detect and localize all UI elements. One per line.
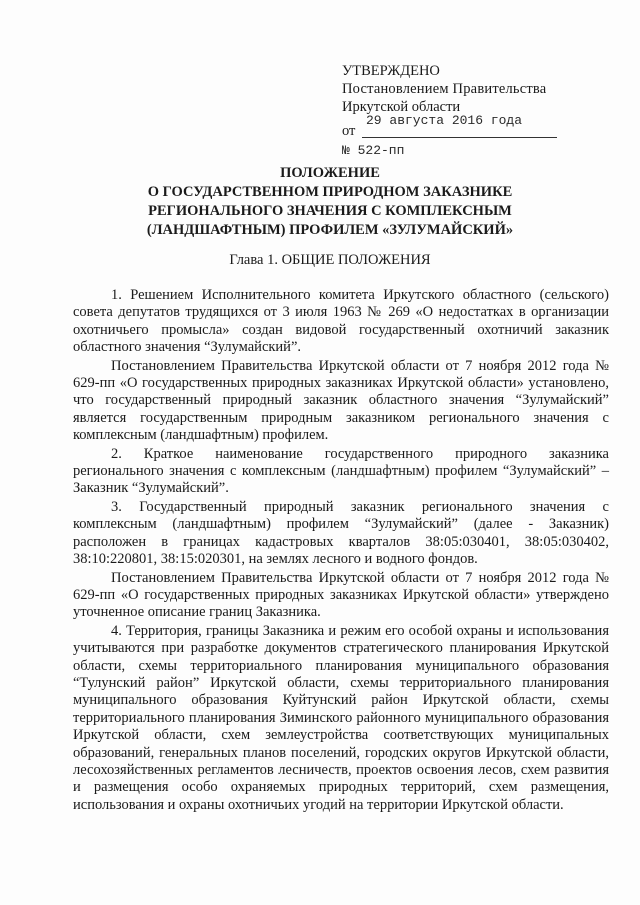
paragraph-3: 2. Краткое наименование государственного природного заказника регионального значения с комплексным (ландшафтным) профилем “Зулумайский” – Заказник “Зулумайский”. xyxy=(73,445,609,497)
approval-number-row xyxy=(342,142,557,162)
approval-heading: УТВЕРЖДЕНО xyxy=(342,63,440,79)
paragraph-4: 3. Государственный природный заказник регионального значения с комплексным (ландшафтным) профилем “Зулумайский” (далее - Заказник) расположен в границах кадастровых кварталов 38:05:030401, 38:05:030402, 38:10:220801, 38:15:020301, на землях лесного и водного фондов. xyxy=(73,498,609,568)
title-line-1: ПОЛОЖЕНИЕ xyxy=(280,165,380,181)
title-line-4: (ЛАНДШАФТНЫМ) ПРОФИЛЕМ «ЗУЛУМАЙСКИЙ» xyxy=(146,222,514,238)
document-title xyxy=(110,164,550,240)
date-prefix: от xyxy=(342,123,356,139)
paragraph-1: 1. Решением Исполнительного комитета Иркутского областного (сельского) совета депутатов трудящихся от 3 июля 1963 № 269 «О недостатках в организации охотничьего промысла» создан видовой государственный охотничий заказник областного значения “Зулумайский”. xyxy=(73,287,609,356)
paragraph-6: 4. Территория, границы Заказника и режим его особой охраны и использования учитываются при разработке документов стратегического планирования Иркутской области, схемы территориального планирования муниципального образования “Тулунский район” Иркутской области, схемы территориального планирования муниципального образования Куйтунский район Иркутской области, схемы территориального планирования Зиминского районного муниципального образования Иркутской области, схем землеустройства соответствующих муниципальных образований, генеральных планов поселений, городских округов Иркутской области, лесохозяйственных регламентов лесничеств, проектов освоения лесов, схем развития и размещения особо охраняемых природных территорий, схем размещения, использования и охраны охотничьих угодий на территории Иркутской области. xyxy=(73,622,609,813)
paragraph-2: Постановлением Правительства Иркутской области от 7 ноября 2012 года № 629-пп «О государственных природных заказниках Иркутской области» установлено, что государственный природный заказник областного значения “Зулумайский” является государственным природным заказником регионального значения с комплексным (ландшафтным) профилем. xyxy=(73,357,609,444)
approval-line-1: Постановлением Правительства xyxy=(342,81,547,97)
date-stamp: 29 августа 2016 года xyxy=(366,113,523,128)
paragraph-5: Постановлением Правительства Иркутской области от 7 ноября 2012 года № 629-пп «О государственных природных заказниках Иркутской области» утверждено уточненное описание границ Заказника. xyxy=(73,569,609,621)
title-line-3: РЕГИОНАЛЬНОГО ЗНАЧЕНИЯ С КОМПЛЕКСНЫМ xyxy=(148,203,512,219)
approval-block xyxy=(342,62,557,162)
approval-date-row xyxy=(342,113,557,139)
chapter-heading: Глава 1. ОБЩИЕ ПОЛОЖЕНИЯ xyxy=(229,252,431,268)
number-stamp: № 522-пп xyxy=(342,143,405,158)
document-body xyxy=(73,287,609,814)
date-underline xyxy=(362,137,557,138)
title-line-2: О ГОСУДАРСТВЕННОМ ПРИРОДНОМ ЗАКАЗНИКЕ xyxy=(147,184,513,200)
approval-line-2: Иркутской области xyxy=(342,99,461,115)
